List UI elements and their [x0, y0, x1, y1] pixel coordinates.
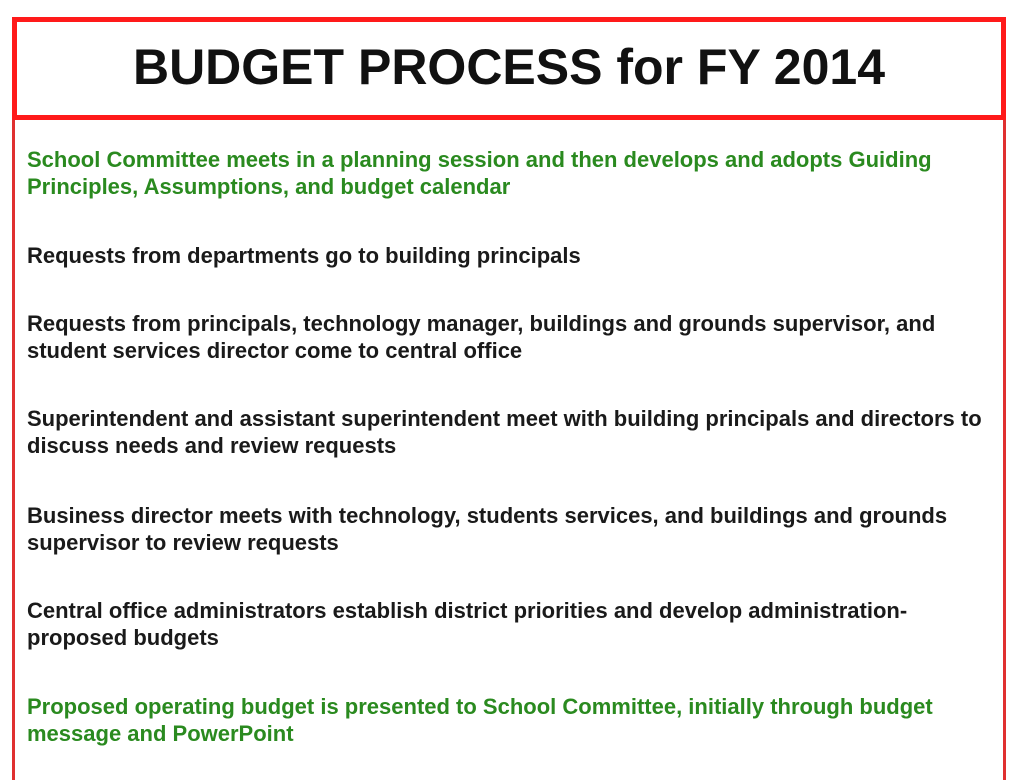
- process-steps-list: [12, 120, 1006, 780]
- process-step: Business director meets with technology, students services, and buildings and grounds supervisor to review requests: [27, 503, 948, 555]
- process-step: Proposed operating budget is presented to School Committee, initially through budget message and PowerPoint: [27, 694, 933, 746]
- process-step: Requests from principals, technology manager, buildings and grounds supervisor, and student services director come to central office: [27, 311, 936, 363]
- title-box: [12, 17, 1006, 120]
- process-step: Central office administrators establish district priorities and develop administration- proposed budgets: [27, 598, 908, 650]
- process-step: Superintendent and assistant superintendent meet with building principals and directors to discuss needs and review requests: [27, 406, 982, 458]
- page-title: BUDGET PROCESS for FY 2014: [132, 38, 886, 95]
- process-step: School Committee meets in a planning session and then develops and adopts Guiding Principles, Assumptions, and budget calendar: [27, 147, 932, 199]
- process-step: Requests from departments go to building principals: [27, 243, 581, 268]
